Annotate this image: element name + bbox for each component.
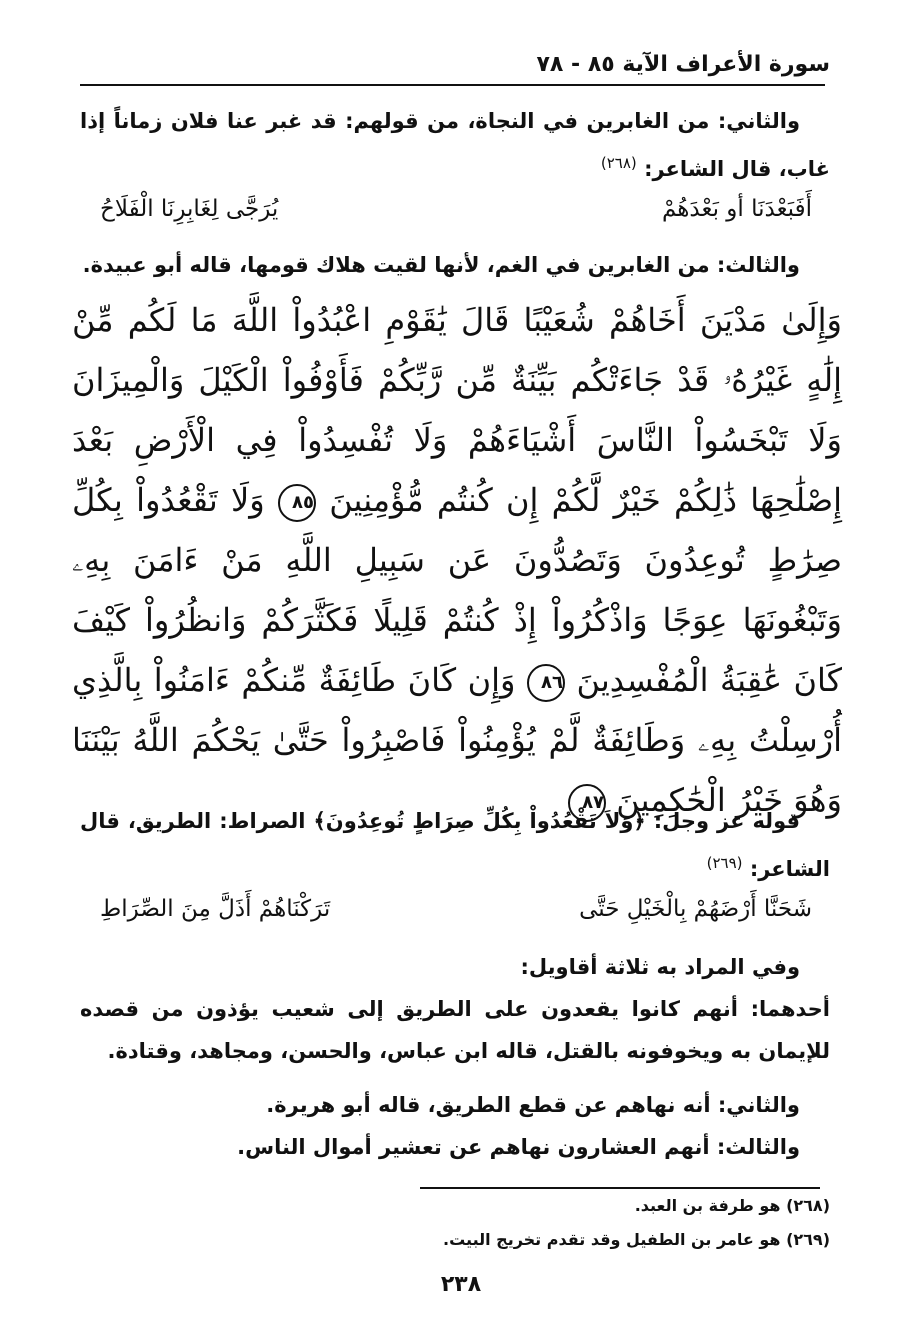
paragraph-text: أحدهما: أنهم كانوا يقعدون على الطريق إلى شعيب يؤذون من قصده للإيمان به ويخوفونه بالقتل، قاله ابن عباس، والحسن، ومجاهد، وقتادة. (80, 997, 830, 1063)
verse-second-hemistich: يُرَجَّى لِغَابِرِنَا الْفَلَاحُ (100, 196, 279, 222)
paragraph-first-opinion (80, 988, 830, 1072)
verse-second-hemistich: تَرَكْنَاهُمْ أَذَلَّ مِنَ الصِّرَاطِ (100, 896, 331, 922)
paragraph-third-meaning (80, 244, 830, 286)
paragraph-text: والثالث: أنهم العشارون نهاهم عن تعشير أموال الناس. (237, 1135, 800, 1159)
ayah-number-marker: ٨٦ (527, 664, 565, 702)
paragraph-text: والثاني: من الغابرين في النجاة، من قولهم: قد غبر عنا فلان زماناً إذا غاب، قال الشاعر: (80, 109, 830, 181)
paragraph-second-meaning (80, 100, 830, 190)
page-header-title: سورة الأعراف الآية ٨٥ - ٧٨ (536, 52, 830, 77)
footnote-reference: (٢٦٨) (600, 154, 637, 172)
quran-verse-text: وَإِن كَانَ طَائِفَةٌ مِّنكُمْ ءَامَنُواْ بِالَّذِي أُرْسِلْتُ بِهِۦ وَطَائِفَةٌ لَّمْ يُؤْمِنُواْ فَاصْبِرُواْ حَتَّىٰ يَحْكُمَ اللَّهُ بَيْنَنَا وَهُوَ خَيْرُ الْحَٰكِمِينَ (72, 661, 842, 819)
paragraph-text: والثاني: أنه نهاهم عن قطع الطريق، قاله أبو هريرة. (266, 1093, 800, 1117)
verse-first-hemistich: شَحَنَّا أَرْضَهُمْ بِالْخَيْلِ حَتَّى (579, 896, 812, 922)
footnote: (٢٦٩) هو عامر بن الطفيل وقد تقدم تخريج البيت. (443, 1230, 830, 1249)
poetry-verse (100, 196, 812, 222)
footnote-separator (420, 1187, 820, 1189)
ayah-number-marker: ٨٧ (568, 784, 606, 822)
verse-first-hemistich: أَفَبَعْدَنَا أو بَعْدَهُمْ (661, 196, 812, 222)
quran-verse-text: وَإِلَىٰ مَدْيَنَ أَخَاهُمْ شُعَيْبًا قَالَ يَٰقَوْمِ اعْبُدُواْ اللَّهَ مَا لَكُم مِّنْ إِلَٰهٍ غَيْرُهُۥ قَدْ جَاءَتْكُم بَيِّنَةٌ مِّن رَّبِّكُمْ فَأَوْفُواْ الْكَيْلَ وَالْمِيزَانَ وَلَا تَبْخَسُواْ النَّاسَ أَشْيَاءَهُمْ وَلَا تُفْسِدُواْ فِي الْأَرْضِ بَعْدَ إِصْلَٰحِهَا ذَٰلِكُمْ خَيْرٌ لَّكُمْ إِن كُنتُم مُّؤْمِنِينَ (72, 301, 842, 519)
poetry-verse (100, 896, 812, 922)
paragraph-commentary (80, 800, 830, 890)
ayah-number-marker: ٨٥ (278, 484, 316, 522)
paragraph-text: والثالث: من الغابرين في الغم، لأنها لقيت هلاك قومها، قاله أبو عبيدة. (82, 253, 800, 277)
header-rule (80, 84, 825, 86)
quran-text-block (72, 290, 842, 830)
paragraph-text: وفي المراد به ثلاثة أقاويل: (520, 955, 800, 979)
footnote: (٢٦٨) هو طرفة بن العبد. (634, 1196, 830, 1215)
paragraph-second-opinion (80, 1084, 830, 1126)
paragraph-text: قوله عز وجل: ﴿وَلاَ تَقْعُدُواْ بِكُلِّ صِرَاطٍ تُوعِدُونَ﴾ الصراط: الطريق، قال الشاعر: (80, 809, 830, 881)
quran-verse-text: وَلَا تَقْعُدُواْ بِكُلِّ صِرَٰطٍ تُوعِدُونَ وَتَصُدُّونَ عَن سَبِيلِ اللَّهِ مَنْ ءَامَنَ بِهِۦ وَتَبْغُونَهَا عِوَجًا وَاذْكُرُواْ إِذْ كُنتُمْ قَلِيلًا فَكَثَّرَكُمْ وَانظُرُواْ كَيْفَ كَانَ عَٰقِبَةُ الْمُفْسِدِينَ (72, 481, 843, 699)
paragraph-third-opinion (80, 1126, 830, 1168)
paragraph-opinions-intro (80, 946, 830, 988)
page-number: ٢٣٨ (440, 1272, 482, 1297)
footnote-reference: (٢٦٩) (706, 854, 743, 872)
